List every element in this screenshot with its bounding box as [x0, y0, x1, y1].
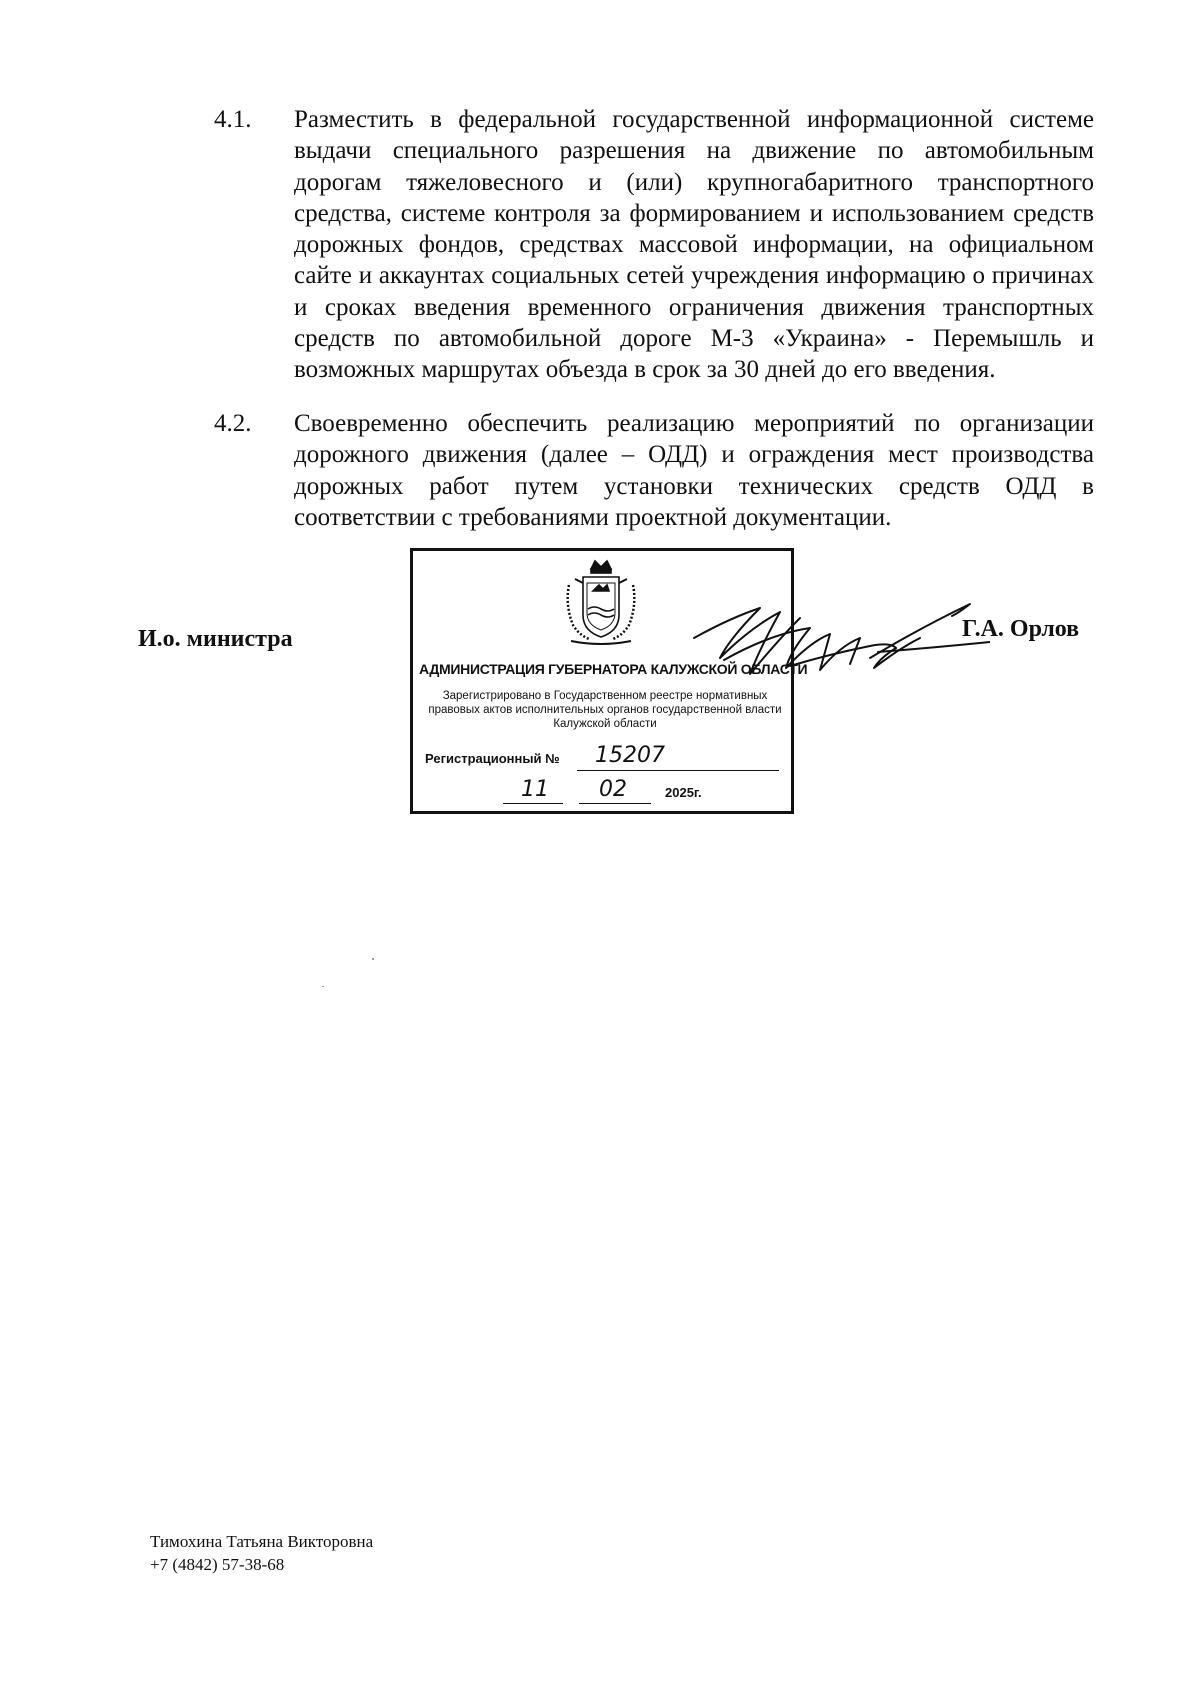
registration-stamp: [410, 548, 808, 814]
underline: [579, 803, 651, 804]
underline: [577, 770, 779, 771]
stamp-registry-note: Зарегистрировано в Государственном реестре нормативных правовых актов исполнительных органов государственной власти Калужской области: [428, 690, 782, 730]
executor-name: Тимохина Татьяна Викторовна: [150, 1532, 374, 1551]
signatory-name: Г.А. Орлов: [962, 616, 1080, 642]
scan-speck: [322, 986, 324, 987]
underline: [503, 803, 563, 804]
kaluga-coat-of-arms-icon: [561, 555, 641, 647]
stamp-reg-label: Регистрационный №: [425, 751, 560, 766]
stamp-organization: АДМИНИСТРАЦИЯ ГУБЕРНАТОРА КАЛУЖСКОЙ ОБЛАСТИ: [419, 661, 808, 677]
scan-speck: [372, 958, 374, 960]
clause-4-1: [214, 104, 1094, 386]
clause-text: Разместить в федеральной государственной информационной системе выдачи специального разрешения на движение по автомобильным дорогам тяжеловесного и (или) крупногабаритного транспортного средства, системе контроля за формированием и использованием средств дорожных фондов, средствах массовой информации, на официальном сайте и аккаунтах социальных сетей учреждения информацию о причинах и сроках введения временного ограничения движения транспортных средств по автомобильной дороге М-3 «Украина» - Перемышль и возможных маршрутах объезда в срок за 30 дней до его введения.: [294, 106, 1094, 384]
clause-number: 4.1.: [214, 106, 252, 133]
stamp-date-month: 02: [599, 777, 627, 802]
stamp-date-row: [503, 777, 743, 807]
stamp-date-day: 11: [521, 777, 549, 802]
clause-4-2: [214, 408, 1094, 533]
stamp-date-year: 2025г.: [665, 785, 702, 800]
clause-number: 4.2.: [214, 410, 252, 437]
stamp-registration-row: [425, 743, 785, 771]
executor-phone: +7 (4842) 57-38-68: [150, 1555, 285, 1574]
executor-info: [150, 1530, 373, 1576]
signatory-position: И.о. министра: [138, 626, 293, 652]
stamp-reg-number: 15207: [595, 743, 665, 768]
clause-text: Своевременно обеспечить реализацию мероприятий по организации дорожного движения (далее – ОДД) и ограждения мест производства дорожных работ путем установки технических средств ОДД в соответствии с требованиями проектной документации.: [294, 410, 1094, 531]
